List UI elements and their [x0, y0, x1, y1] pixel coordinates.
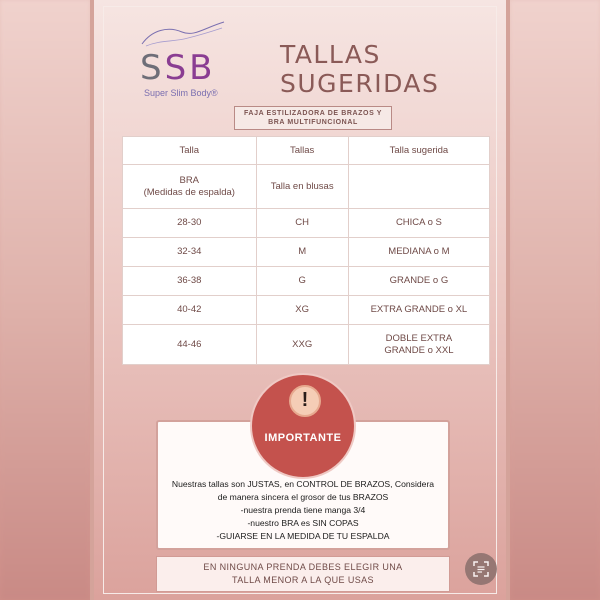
notice-line: de manera sincera el grosor de tus BRAZOS	[217, 492, 389, 502]
logo-letters-sb: SB	[164, 48, 216, 88]
notice-line: Nuestras tallas son JUSTAS, en CONTROL DE BRAZOS, Considera	[171, 479, 435, 489]
table-cell-blusa: CH	[256, 209, 348, 238]
table-cell-bra: 44-46	[123, 325, 257, 365]
size-table	[122, 136, 490, 365]
notice-line: -nuestra prenda tiene manga 3/4	[240, 505, 366, 515]
background-blur-right	[510, 0, 600, 600]
notice-line: -nuestro BRA es SIN COPAS	[247, 518, 359, 528]
logo-subtitle: Super Slim Body®	[144, 88, 218, 98]
background-blur-left	[0, 0, 90, 600]
table-cell-bra: 40-42	[123, 296, 257, 325]
size-guide-card	[90, 0, 510, 600]
scan-text-icon	[473, 561, 489, 577]
table-cell-bra: 28-30	[123, 209, 257, 238]
footer-warning	[156, 556, 450, 592]
logo-swoosh-icon	[138, 16, 228, 50]
bra-measure-label: (Medidas de espalda)	[143, 186, 235, 198]
exclamation-icon: !	[289, 385, 321, 417]
page-title: TALLAS SUGERIDAS	[280, 40, 440, 98]
table-header-row	[123, 137, 490, 165]
important-notice-text	[158, 478, 448, 543]
footer-line2: TALLA MENOR A LA QUE USAS	[232, 575, 374, 585]
table-cell-empty	[348, 165, 489, 209]
table-row	[123, 209, 490, 238]
table-cell-sugerida: GRANDE o G	[348, 267, 489, 296]
sugerida-line1: DOBLE EXTRA	[385, 332, 453, 344]
table-row	[123, 238, 490, 267]
product-label	[234, 106, 392, 130]
table-cell-blusa: G	[256, 267, 348, 296]
scan-text-button[interactable]	[465, 553, 497, 585]
logo-letters	[140, 48, 216, 88]
logo-letter-s: S	[140, 48, 165, 88]
table-cell-blusa: XG	[256, 296, 348, 325]
table-cell-sugerida: EXTRA GRANDE o XL	[348, 296, 489, 325]
table-header-tallas: Tallas	[256, 137, 348, 165]
table-header-talla: Talla	[123, 137, 257, 165]
footer-line1: EN NINGUNA PRENDA DEBES ELEGIR UNA	[203, 562, 403, 572]
table-subheader-row	[123, 165, 490, 209]
sugerida-line2: GRANDE o XXL	[384, 344, 454, 356]
table-cell-bra-header	[123, 165, 257, 209]
table-cell-sugerida	[348, 325, 489, 365]
table-cell-bra: 36-38	[123, 267, 257, 296]
table-header-sugerida: Talla sugerida	[348, 137, 489, 165]
notice-line: -GUIARSE EN LA MEDIDA DE TU ESPALDA	[216, 531, 390, 541]
product-label-line2: BRA MULTIFUNCIONAL	[268, 119, 358, 126]
table-cell-blusa: XXG	[256, 325, 348, 365]
important-badge	[250, 373, 356, 479]
table-cell-blusas-header: Talla en blusas	[256, 165, 348, 209]
table-row	[123, 325, 490, 365]
bra-label: BRA	[179, 174, 200, 186]
table-cell-sugerida: MEDIANA o M	[348, 238, 489, 267]
table-row	[123, 296, 490, 325]
product-label-line1: FAJA ESTILIZADORA DE BRAZOS Y	[243, 110, 383, 117]
brand-logo	[138, 16, 228, 102]
table-cell-sugerida: CHICA o S	[348, 209, 489, 238]
table-cell-blusa: M	[256, 238, 348, 267]
table-row	[123, 267, 490, 296]
table-cell-bra: 32-34	[123, 238, 257, 267]
important-badge-label: IMPORTANTE	[264, 432, 342, 444]
